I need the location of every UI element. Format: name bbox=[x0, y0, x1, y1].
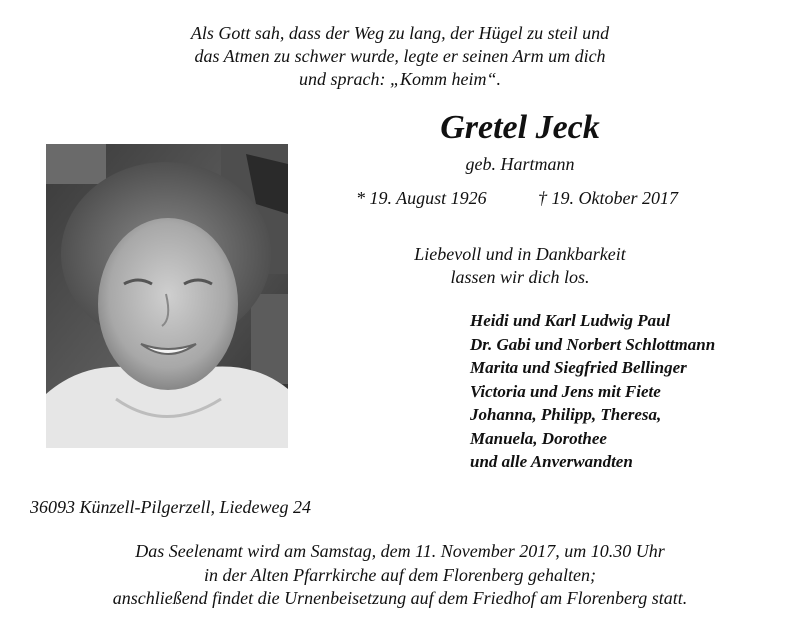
funeral-service-info bbox=[0, 540, 800, 611]
family-address: 36093 Künzell-Pilgerzell, Liedeweg 24 bbox=[30, 497, 311, 517]
portrait-photo bbox=[46, 144, 288, 448]
death-date: † 19. Oktober 2017 bbox=[538, 188, 678, 208]
mourner-line: und alle Anverwandten bbox=[470, 452, 633, 471]
service-line: Das Seelenamt wird am Samstag, dem 11. November 2017, um 10.30 Uhr bbox=[135, 541, 665, 561]
service-line: anschließend findet die Urnenbeisetzung auf dem Friedhof am Florenberg statt. bbox=[112, 588, 688, 608]
maiden-name: geb. Hartmann bbox=[465, 154, 575, 174]
service-line: in der Alten Pfarrkirche auf dem Florenberg gehalten; bbox=[203, 564, 597, 585]
poem-line: und sprach: „Komm heim“. bbox=[298, 69, 501, 89]
farewell-text bbox=[300, 243, 740, 289]
birth-date: * 19. August 1926 bbox=[356, 188, 487, 208]
mourners-list bbox=[470, 309, 715, 474]
portrait-photo-graphic bbox=[46, 144, 288, 448]
mourner-line: Dr. Gabi und Norbert Schlottmann bbox=[470, 334, 716, 354]
farewell-line: Liebevoll und in Dankbarkeit bbox=[414, 244, 626, 264]
poem-line: Als Gott sah, dass der Weg zu lang, der Hügel zu steil und bbox=[190, 23, 610, 43]
poem-line: das Atmen zu schwer wurde, legte er seinen Arm um dich bbox=[194, 46, 606, 66]
mourner-line: Marita und Siegfried Bellinger bbox=[470, 358, 687, 377]
mourner-line: Victoria und Jens mit Fiete bbox=[470, 381, 661, 401]
deceased-name: Gretel Jeck bbox=[440, 109, 600, 146]
mourner-line: Heidi und Karl Ludwig Paul bbox=[470, 311, 671, 330]
farewell-line: lassen wir dich los. bbox=[450, 267, 590, 287]
memorial-poem bbox=[0, 22, 800, 91]
mourner-line: Johanna, Philipp, Theresa, bbox=[470, 405, 662, 424]
mourner-line: Manuela, Dorothee bbox=[470, 428, 607, 448]
